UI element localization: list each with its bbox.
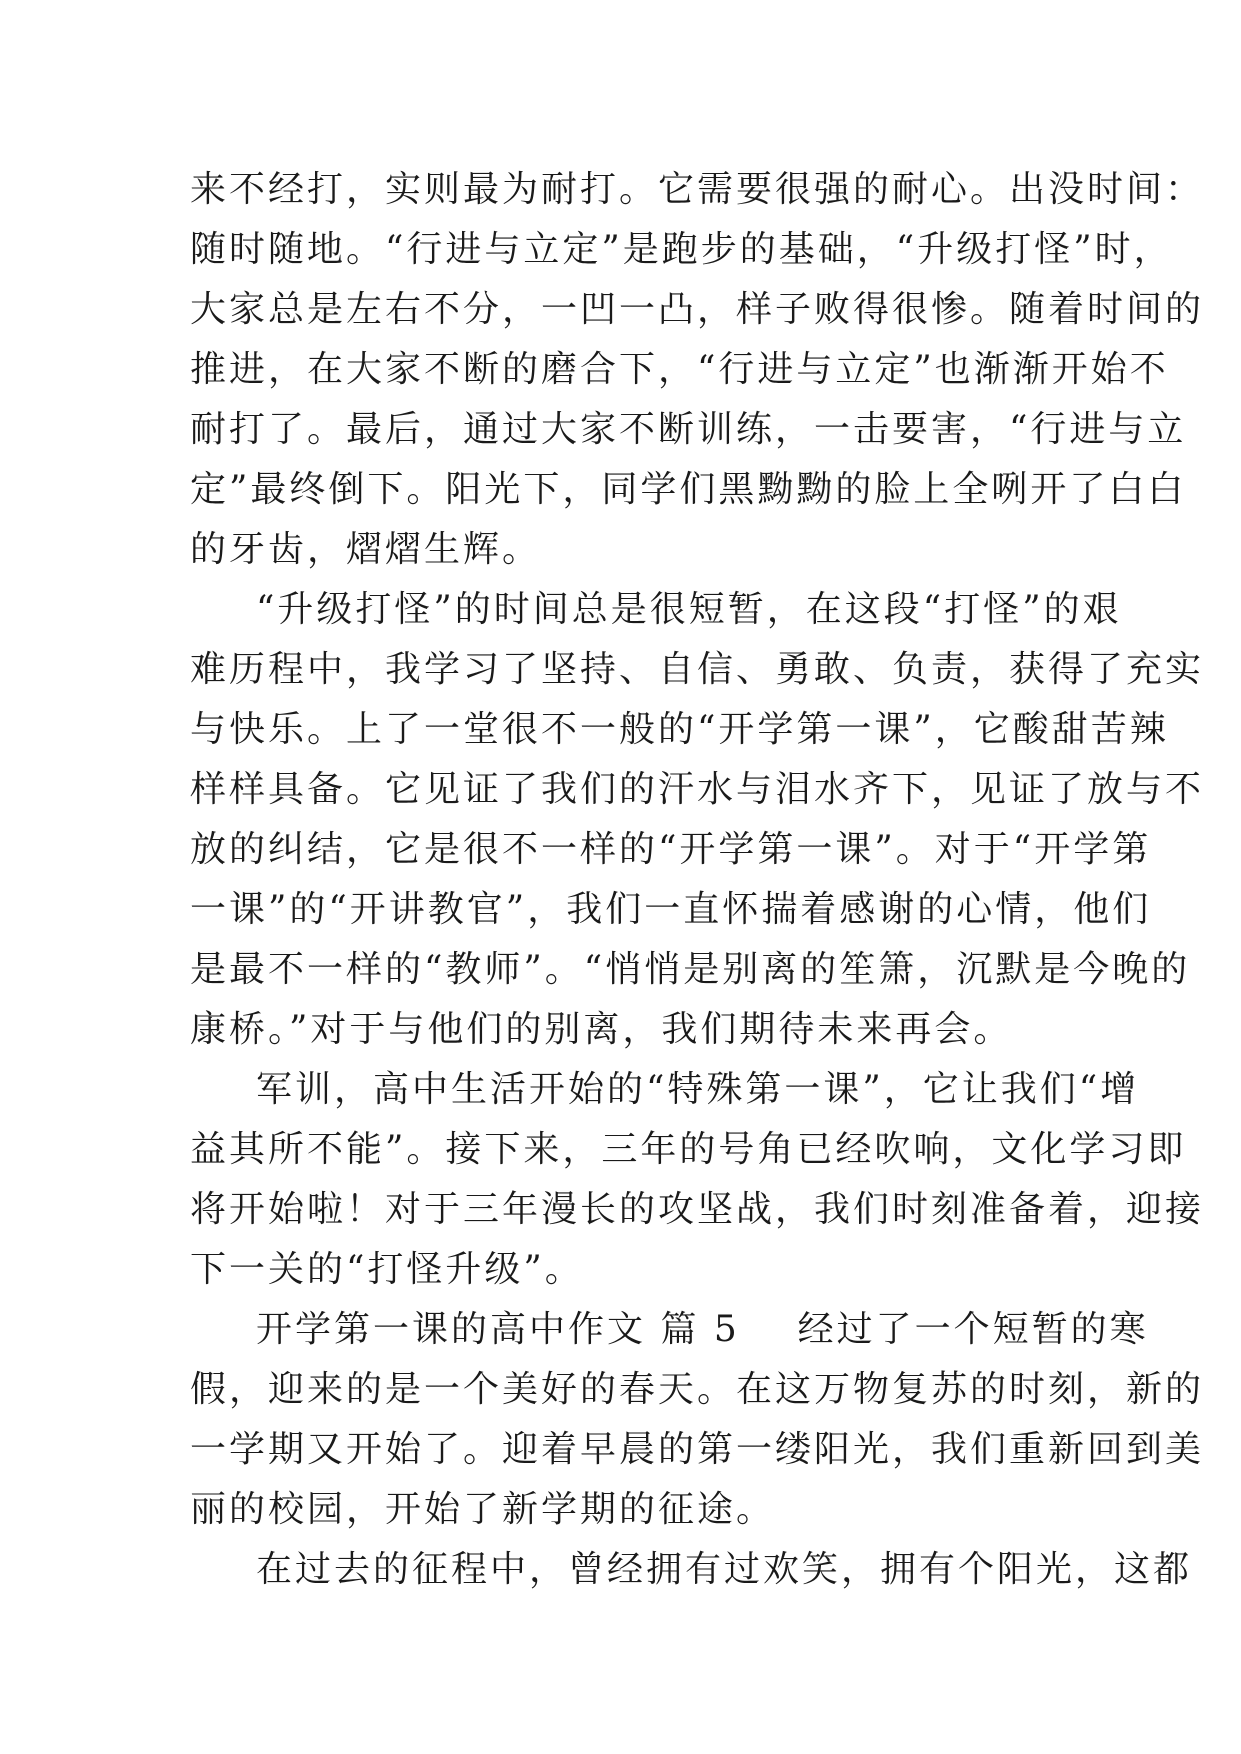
text-line: 随时随地。“行进与立定”是跑步的基础，“升级打怪”时， [190, 229, 1173, 270]
section-heading-line: 开学第一课的高中作文 篇 5 经过了一个短暂的寒 [256, 1309, 1149, 1350]
text-line: 一课”的“开讲教官”，我们一直怀揣着感谢的心情，他们 [190, 889, 1152, 930]
text-line: 推进，在大家不断的磨合下，“行进与立定”也渐渐开始不 [190, 349, 1169, 390]
text-line: 定”最终倒下。阳光下，同学们黑黝黝的脸上全咧开了白白 [190, 469, 1187, 510]
essay-body [190, 160, 1205, 1600]
text-line: 一学期又开始了。迎着早晨的第一缕阳光，我们重新回到美 [190, 1429, 1205, 1470]
text-line: 来不经打，实则最为耐打。它需要很强的耐心。出没时间： [190, 169, 1205, 210]
text-line: 难历程中，我学习了坚持、自信、勇敢、负责，获得了充实 [190, 649, 1205, 690]
text-line: 康桥。”对于与他们的别离，我们期待未来再会。 [190, 1009, 1013, 1050]
text-line: 放的纠结，它是很不一样的“开学第一课”。对于“开学第 [190, 829, 1152, 870]
text-line: 的牙齿，熠熠生辉。 [190, 529, 542, 570]
paragraph-first-line: 军训，高中生活开始的“特殊第一课”，它让我们“增 [256, 1069, 1140, 1110]
paragraph-first-line: 在过去的征程中，曾经拥有过欢笑，拥有个阳光，这都 [256, 1549, 1193, 1590]
text-line: 丽的校园，开始了新学期的征途。 [190, 1489, 776, 1530]
paragraph-first-line: “升级打怪”的时间总是很短暂，在这段“打怪”的艰 [256, 589, 1122, 630]
text-line: 耐打了。最后，通过大家不断训练，一击要害，“行进与立 [190, 409, 1187, 450]
text-line: 是最不一样的“教师”。“悄悄是别离的笙箫，沉默是今晚的 [190, 949, 1191, 990]
text-line: 下一关的“打怪升级”。 [190, 1249, 584, 1290]
text-line: 益其所不能”。接下来，三年的号角已经吹响，文化学习即 [190, 1129, 1187, 1170]
text-line: 假，迎来的是一个美好的春天。在这万物复苏的时刻，新的 [190, 1369, 1205, 1410]
text-line: 大家总是左右不分，一凹一凸，样子败得很惨。随着时间的 [190, 289, 1205, 330]
text-line: 将开始啦！对于三年漫长的攻坚战，我们时刻准备着，迎接 [190, 1189, 1205, 1230]
text-line: 与快乐。上了一堂很不一般的“开学第一课”，它酸甜苦辣 [190, 709, 1169, 750]
text-line: 样样具备。它见证了我们的汗水与泪水齐下，见证了放与不 [190, 769, 1205, 810]
